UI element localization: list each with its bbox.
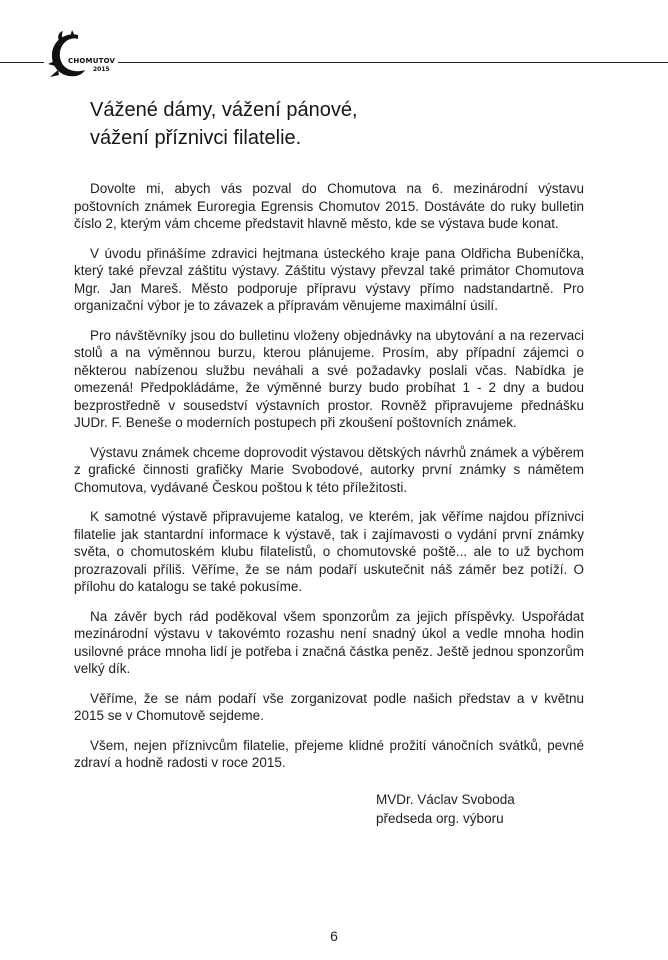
paragraph-meeting: Věříme, že se nám podaří vše zorganizovat podle našich představ a v květnu 2015 se v Chomutově sejdeme. xyxy=(74,690,584,723)
paragraph-sponsors: Na závěr bych rád poděkoval všem sponzorům za jejich příspěvky. Uspořádat mezinárodní výstavu v takovémto rozashu není snadný úkol a vedle mnoha hodin usilovné práce mnoha lidí je potřeba i značná částka peněz. Ještě jednou sponzorům velký dík. xyxy=(74,608,584,676)
paragraph-invitation: Dovolte mi, abych vás pozval do Chomutova na 6. mezinárodní výstavu poštovních známek Euroregia Egrensis Chomutov 2015. Dostáváte do ruky bulletin číslo 2, kterým vám chceme představit hlavně město, kde se výstava bude konat. xyxy=(74,181,584,231)
paragraph-wishes: Všem, nejen příznivcům filatelie, přejeme klidné prožití vánočních svátků, pevné zdraví a hodně radosti v roce 2015. xyxy=(74,737,584,770)
greeting-heading xyxy=(90,98,358,150)
signature-title: předseda org. výboru xyxy=(376,811,504,826)
header-rule-right xyxy=(118,62,668,63)
signature-name: MVDr. Václav Svoboda xyxy=(376,792,515,807)
logo-c-emblem-icon xyxy=(44,30,122,82)
paragraph-greeting-patronage: V úvodu přinášíme zdravici hejtmana ústeckého kraje pana Oldřicha Bubeníčka, který také převzal záštitu výstavy. Záštitu výstavy převzal také primátor Chomutova Mgr. Jan Mareš. Město podporuje přípravu výstavy přímo nadstandartně. Pro organizační výbor je to závazek a přípravám věnujeme maximální úsilí. xyxy=(74,245,584,313)
letter-body xyxy=(74,180,584,784)
chomutov-logo xyxy=(44,30,122,82)
greeting-line-2: vážení příznivci filatelie. xyxy=(90,127,302,149)
logo-year: 2015 xyxy=(93,66,110,73)
logo-name: CHOMUTOV xyxy=(68,57,116,65)
paragraph-catalog: K samotné výstavě připravujeme katalog, ve kterém, jak věříme najdou příznivci filatelie jak stantardní informace k výstavě, tak i zajímavosti o vydání první známky světa, o chomutoském klubu filatelistů, o chomutovské poště... ale to už bychom prozrazovali příliš. Věříme, že se nám podaří uskutečnit náš záměr bez potíží. O přílohu do katalogu se také pokusíme. xyxy=(74,509,584,594)
greeting-line-1: Vážené dámy, vážení pánové, xyxy=(90,99,358,121)
paragraph-visitors: Pro návštěvníky jsou do bulletinu vloženy objednávky na ubytování a na rezervaci stolů a na výměnnou burzu, kterou plánujeme. Prosím, aby případní zájemci o některou nabízenou službu neváhali a své požadavky poslali včas. Nabídka je omezená! Předpokládáme, že výměnné burzy budo probíhat 1 - 2 dny a budou bezprostředně v sousedství výstavních prostor. Rovněž připravujeme přednášku JUDr. F. Beneše o moderních postupech při zkoušení poštovních známek. xyxy=(74,327,584,430)
page-number: 6 xyxy=(330,928,338,944)
signature-block xyxy=(376,790,515,828)
header-rule-left xyxy=(0,62,44,63)
paragraph-children-designs: Výstavu známek chceme doprovodit výstavou dětských návrhů známek a výběrem z grafické činnosti grafičky Marie Svobodové, autorky první známky s námětem Chomutova, vydávané Českou poštou k této příležitosti. xyxy=(74,444,584,495)
